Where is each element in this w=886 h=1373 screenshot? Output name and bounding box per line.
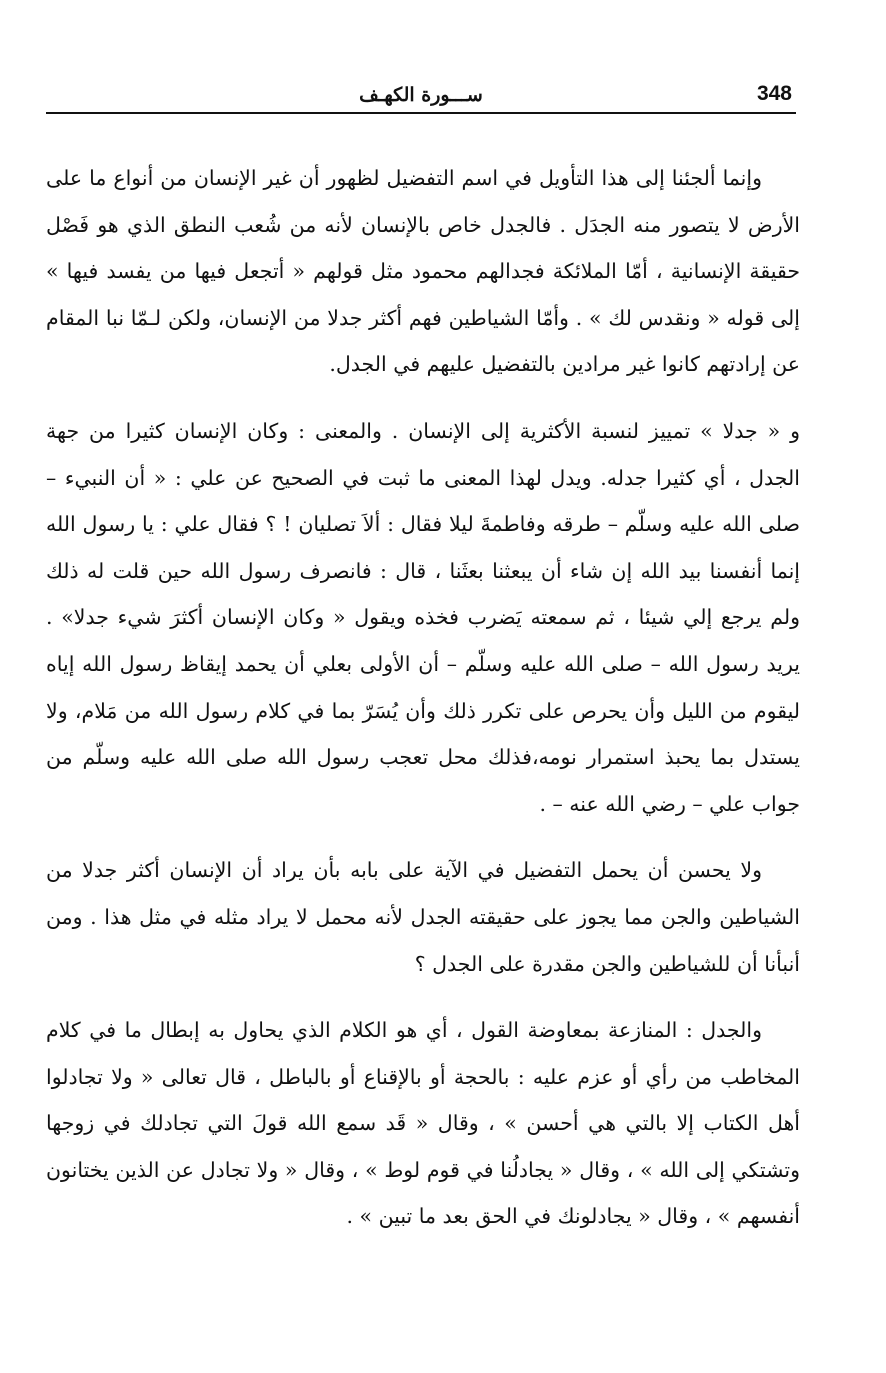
page-number: 348 (756, 82, 792, 105)
paragraph-2: و « جدلا » تمييز لنسبة الأكثرية إلى الإنسان . والمعنى : وكان الإنسان كثيرا من جهة الجدل ، أي كثيرا جدله. ويدل لهذا المعنى ما ثبت في الصحيح عن علي : « أن النبيء – صلى الله عليه وسلّم – طرقه وفاطمةَ ليلا فقال : ألاَ تصليان ! ؟ فقال علي : يا رسول الله إنما أنفسنا بيد الله إن شاء أن يبعثنا بعثَنا ، قال : فانصرف رسول الله حين قلت له ذلك ولم يرجع إلي شيئا ، ثم سمعته يَضرب فخذه ويقول « وكان الإنسان أكثرَ شيء جدلا» . يريد رسول الله – صلى الله عليه وسلّم – أن الأولى بعلي أن يحمد إيقاظ رسول الله إياه ليقوم من الليل وأن يحرص على تكرر ذلك وأن يُسَرّ بما في كلام رسول الله من مَلام، ولا يستدل بما يحبذ استمرار نومه،فذلك محل تعجب رسول الله صلى الله عليه وسلّم من جواب علي – رضي الله عنه – . (46, 418, 800, 816)
paragraph-3: ولا يحسن أن يحمل التفضيل في الآية على بابه بأن يراد أن الإنسان أكثر جدلا من الشياطين والجن مما يجوز على حقيقته الجدل لأنه محمل لا يراد مثله في مثل هذا . ومن أنبأنا أن للشياطين والجن مقدرة على الجدل ؟ (46, 858, 800, 976)
page-header (46, 78, 796, 114)
paragraph-1: وإنما ألجئنا إلى هذا التأويل في اسم التفضيل لظهور أن غير الإنسان من أنواع ما على الأرض لا يتصور منه الجدَل . فالجدل خاص بالإنسان لأنه من شُعب النطق الذي هو فَصْل حقيقة الإنسانية ، أمّا الملائكة فجدالهم محمود مثل قولهم « أتجعل فيها من يفسد فيها » إلى قوله « ونقدس لك » . وأمّا الشياطين فهم أكثر جدلا من الإنسان، ولكن لـمّا نبا المقام عن إرادتهم كانوا غير مرادين بالتفضيل عليهم في الجدل. (46, 166, 800, 377)
body-text (46, 155, 800, 1260)
running-title: ســـورة الكهـف (359, 84, 483, 106)
paragraph-4: والجدل : المنازعة بمعاوضة القول ، أي هو الكلام الذي يحاول به إبطال ما في كلام المخاطب من رأي أو عزم عليه : بالحجة أو بالإقناع أو بالباطل ، قال تعالى « ولا تجادلوا أهل الكتاب إلا بالتي هي أحسن » ، وقال « قَد سمع الله قولَ التي تجادلك في زوجها وتشتكي إلى الله » ، وقال « يجادلُنا في قوم لوط » ، وقال « ولا تجادل عن الذين يختانون أنفسهم » ، وقال « يجادلونك في الحق بعد ما تبين » . (46, 1018, 800, 1229)
